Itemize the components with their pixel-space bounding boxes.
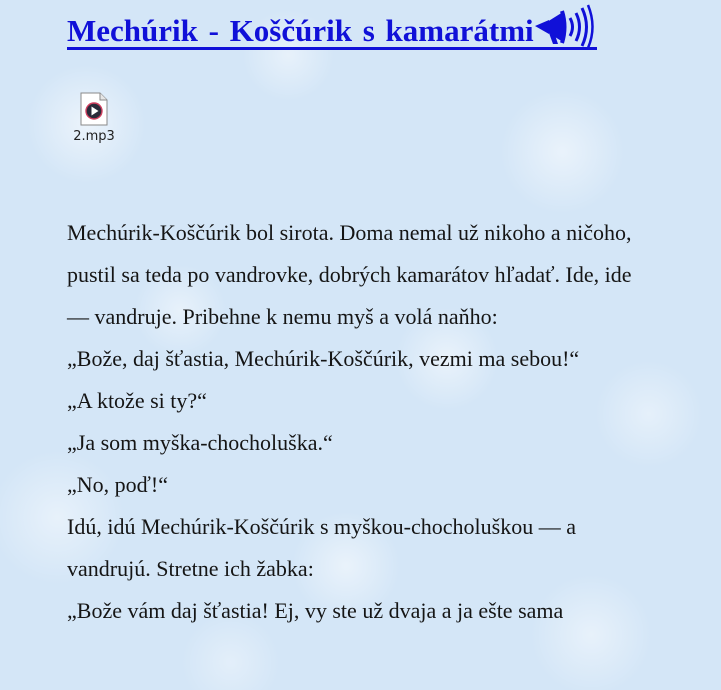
story-paragraph: „A ktože si ty?“ — [67, 388, 207, 413]
page-title: Mechúrik - Koščúrik s kamarátmi — [67, 13, 534, 48]
attachment-file-name: 2.mp3 — [73, 129, 115, 144]
story-paragraph: Mechúrik-Koščúrik bol sirota. Doma nemal už nikoho a ničoho, pustil sa teda po vandrovke, dobrých kamarátov hľadať. Ide, ide — vandruje. Pribehne k nemu myš a volá naňho: — [67, 220, 632, 329]
story-paragraph: „Bože, daj šťastia, Mechúrik-Koščúrik, vezmi ma sebou!“ — [67, 346, 580, 371]
audio-attachment[interactable] — [70, 92, 118, 144]
story-paragraph: „Ja som myška-chocholuška.“ — [67, 430, 333, 455]
story-text — [67, 212, 647, 632]
title-header — [67, 2, 597, 50]
story-paragraph: Idú, idú Mechúrik-Koščúrik s myškou-chocholuškou — a vandrujú. Stretne ich žabka: — [67, 514, 576, 581]
story-paragraph: „Bože vám daj šťastia! Ej, vy ste už dvaja a ja ešte sama — [67, 598, 564, 623]
megaphone-sound-icon — [533, 4, 597, 48]
story-paragraph: „No, poď!“ — [67, 472, 168, 497]
audio-file-play-icon — [80, 92, 108, 126]
